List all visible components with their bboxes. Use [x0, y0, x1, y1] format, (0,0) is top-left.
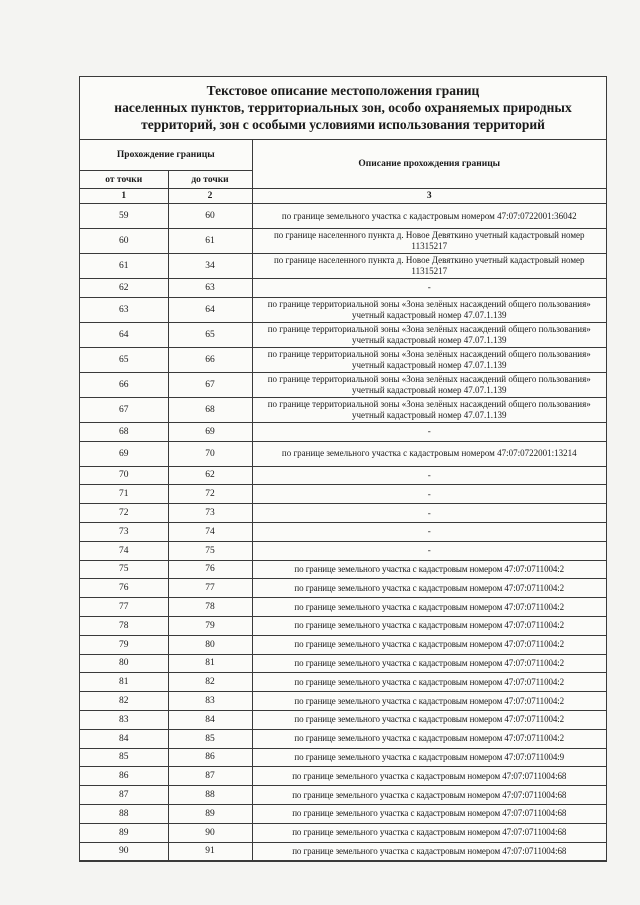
- table-header-row: [80, 140, 606, 171]
- table-row: [80, 560, 606, 579]
- table-row: [80, 842, 606, 861]
- table-row: [80, 729, 606, 748]
- title-line: Текстовое описание местоположения границ: [206, 83, 480, 98]
- header-from-point: от точки: [80, 171, 168, 189]
- to-point-cell: 78: [168, 598, 252, 617]
- title-line: населенных пунктов, территориальных зон, особо охраняемых природных: [114, 100, 572, 115]
- to-point-cell: 90: [168, 823, 252, 842]
- to-point-cell: 62: [168, 466, 252, 485]
- from-point-cell: 77: [80, 598, 168, 617]
- to-point-cell: 83: [168, 692, 252, 711]
- table-row: [80, 692, 606, 711]
- header-description: Описание прохождения границы: [252, 140, 606, 189]
- to-point-cell: 61: [168, 229, 252, 254]
- description-cell: по границе земельного участка с кадастровым номером 47:07:0711004:2: [252, 598, 606, 617]
- from-point-cell: 59: [80, 204, 168, 229]
- table-row: [80, 466, 606, 485]
- from-point-cell: 62: [80, 279, 168, 298]
- from-point-cell: 81: [80, 673, 168, 692]
- description-cell: по границе земельного участка с кадастровым номером 47:07:0711004:2: [252, 616, 606, 635]
- table-row: [80, 579, 606, 598]
- description-cell: по границе земельного участка с кадастровым номером 47:07:0711004:2: [252, 673, 606, 692]
- to-point-cell: 80: [168, 635, 252, 654]
- to-point-cell: 76: [168, 560, 252, 579]
- table-row: [80, 598, 606, 617]
- description-cell: по границе земельного участка с кадастровым номером 47:07:0711004:68: [252, 804, 606, 823]
- from-point-cell: 61: [80, 254, 168, 279]
- to-point-cell: 87: [168, 767, 252, 786]
- to-point-cell: 65: [168, 322, 252, 347]
- to-point-cell: 70: [168, 441, 252, 466]
- from-point-cell: 63: [80, 297, 168, 322]
- table-row: [80, 673, 606, 692]
- to-point-cell: 86: [168, 748, 252, 767]
- from-point-cell: 84: [80, 729, 168, 748]
- to-point-cell: 73: [168, 504, 252, 523]
- column-number: 2: [168, 189, 252, 204]
- table-row: [80, 804, 606, 823]
- description-cell: по границе территориальной зоны «Зона зелёных насаждений общего пользования» учетный кадастровый номер 47.07.1.139: [252, 347, 606, 372]
- description-cell: по границе населенного пункта д. Новое Девяткино учетный кадастровый номер 11315217: [252, 254, 606, 279]
- description-cell: по границе земельного участка с кадастровым номером 47:07:0711004:2: [252, 710, 606, 729]
- to-point-cell: 34: [168, 254, 252, 279]
- description-cell: по границе территориальной зоны «Зона зелёных насаждений общего пользования» учетный кадастровый номер 47.07.1.139: [252, 297, 606, 322]
- description-cell: по границе земельного участка с кадастровым номером 47:07:0722001:13214: [252, 441, 606, 466]
- from-point-cell: 73: [80, 522, 168, 541]
- table-row: [80, 541, 606, 560]
- to-point-cell: 77: [168, 579, 252, 598]
- to-point-cell: 89: [168, 804, 252, 823]
- description-cell: по границе земельного участка с кадастровым номером 47:07:0711004:2: [252, 635, 606, 654]
- header-passage: Прохождение границы: [80, 140, 252, 171]
- description-cell: по границе территориальной зоны «Зона зелёных насаждений общего пользования» учетный кадастровый номер 47.07.1.139: [252, 322, 606, 347]
- description-cell: по границе земельного участка с кадастровым номером 47:07:0711004:2: [252, 729, 606, 748]
- table-row: [80, 322, 606, 347]
- from-point-cell: 87: [80, 786, 168, 805]
- table-row: [80, 786, 606, 805]
- from-point-cell: 85: [80, 748, 168, 767]
- to-point-cell: 72: [168, 485, 252, 504]
- to-point-cell: 69: [168, 422, 252, 441]
- title-line: территорий, зон с особыми условиями использования территорий: [141, 117, 545, 132]
- from-point-cell: 72: [80, 504, 168, 523]
- description-cell: по границе земельного участка с кадастровым номером 47:07:0711004:68: [252, 786, 606, 805]
- to-point-cell: 81: [168, 654, 252, 673]
- table-row: [80, 485, 606, 504]
- table-row: [80, 522, 606, 541]
- table-row: [80, 710, 606, 729]
- from-point-cell: 69: [80, 441, 168, 466]
- from-point-cell: 76: [80, 579, 168, 598]
- from-point-cell: 66: [80, 372, 168, 397]
- to-point-cell: 88: [168, 786, 252, 805]
- table-row: [80, 422, 606, 441]
- table-row: [80, 254, 606, 279]
- description-cell: -: [252, 522, 606, 541]
- to-point-cell: 74: [168, 522, 252, 541]
- to-point-cell: 67: [168, 372, 252, 397]
- column-number: 3: [252, 189, 606, 204]
- from-point-cell: 70: [80, 466, 168, 485]
- from-point-cell: 60: [80, 229, 168, 254]
- column-number: 1: [80, 189, 168, 204]
- from-point-cell: 82: [80, 692, 168, 711]
- description-cell: -: [252, 541, 606, 560]
- from-point-cell: 79: [80, 635, 168, 654]
- description-cell: по границе земельного участка с кадастровым номером 47:07:0711004:9: [252, 748, 606, 767]
- description-cell: -: [252, 279, 606, 298]
- table-row: [80, 767, 606, 786]
- document-title: [80, 77, 606, 140]
- description-cell: по границе земельного участка с кадастровым номером 47:07:0711004:2: [252, 692, 606, 711]
- table-row: [80, 372, 606, 397]
- to-point-cell: 66: [168, 347, 252, 372]
- from-point-cell: 86: [80, 767, 168, 786]
- from-point-cell: 67: [80, 397, 168, 422]
- table-row: [80, 823, 606, 842]
- table-row: [80, 229, 606, 254]
- header-to-point: до точки: [168, 171, 252, 189]
- description-cell: по границе территориальной зоны «Зона зелёных насаждений общего пользования» учетный кадастровый номер 47.07.1.139: [252, 397, 606, 422]
- table-row: [80, 635, 606, 654]
- to-point-cell: 82: [168, 673, 252, 692]
- description-cell: по границе земельного участка с кадастровым номером 47:07:0711004:2: [252, 654, 606, 673]
- from-point-cell: 83: [80, 710, 168, 729]
- description-cell: по границе земельного участка с кадастровым номером 47:07:0711004:68: [252, 767, 606, 786]
- to-point-cell: 85: [168, 729, 252, 748]
- description-cell: -: [252, 422, 606, 441]
- table-row: [80, 297, 606, 322]
- from-point-cell: 89: [80, 823, 168, 842]
- to-point-cell: 79: [168, 616, 252, 635]
- table-row: [80, 204, 606, 229]
- from-point-cell: 78: [80, 616, 168, 635]
- table-row: [80, 616, 606, 635]
- description-cell: по границе земельного участка с кадастровым номером 47:07:0711004:68: [252, 823, 606, 842]
- from-point-cell: 64: [80, 322, 168, 347]
- to-point-cell: 63: [168, 279, 252, 298]
- from-point-cell: 80: [80, 654, 168, 673]
- description-cell: по границе земельного участка с кадастровым номером 47:07:0711004:2: [252, 560, 606, 579]
- description-cell: по границе территориальной зоны «Зона зелёных насаждений общего пользования» учетный кадастровый номер 47.07.1.139: [252, 372, 606, 397]
- description-cell: -: [252, 466, 606, 485]
- table-row: [80, 347, 606, 372]
- from-point-cell: 71: [80, 485, 168, 504]
- table-row: [80, 279, 606, 298]
- table-row: [80, 654, 606, 673]
- table-row: [80, 397, 606, 422]
- column-number-row: [80, 189, 606, 204]
- to-point-cell: 68: [168, 397, 252, 422]
- table-row: [80, 748, 606, 767]
- description-cell: -: [252, 504, 606, 523]
- table-body: [80, 204, 606, 861]
- from-point-cell: 68: [80, 422, 168, 441]
- description-cell: по границе земельного участка с кадастровым номером 47:07:0722001:36042: [252, 204, 606, 229]
- to-point-cell: 64: [168, 297, 252, 322]
- description-cell: по границе населенного пункта д. Новое Девяткино учетный кадастровый номер 11315217: [252, 229, 606, 254]
- table-row: [80, 441, 606, 466]
- from-point-cell: 75: [80, 560, 168, 579]
- description-cell: по границе земельного участка с кадастровым номером 47:07:0711004:2: [252, 579, 606, 598]
- boundary-table: [80, 140, 606, 861]
- from-point-cell: 65: [80, 347, 168, 372]
- from-point-cell: 74: [80, 541, 168, 560]
- to-point-cell: 91: [168, 842, 252, 861]
- table-row: [80, 504, 606, 523]
- to-point-cell: 60: [168, 204, 252, 229]
- to-point-cell: 75: [168, 541, 252, 560]
- to-point-cell: 84: [168, 710, 252, 729]
- description-cell: -: [252, 485, 606, 504]
- boundary-description-table: [79, 76, 607, 862]
- description-cell: по границе земельного участка с кадастровым номером 47:07:0711004:68: [252, 842, 606, 861]
- from-point-cell: 90: [80, 842, 168, 861]
- from-point-cell: 88: [80, 804, 168, 823]
